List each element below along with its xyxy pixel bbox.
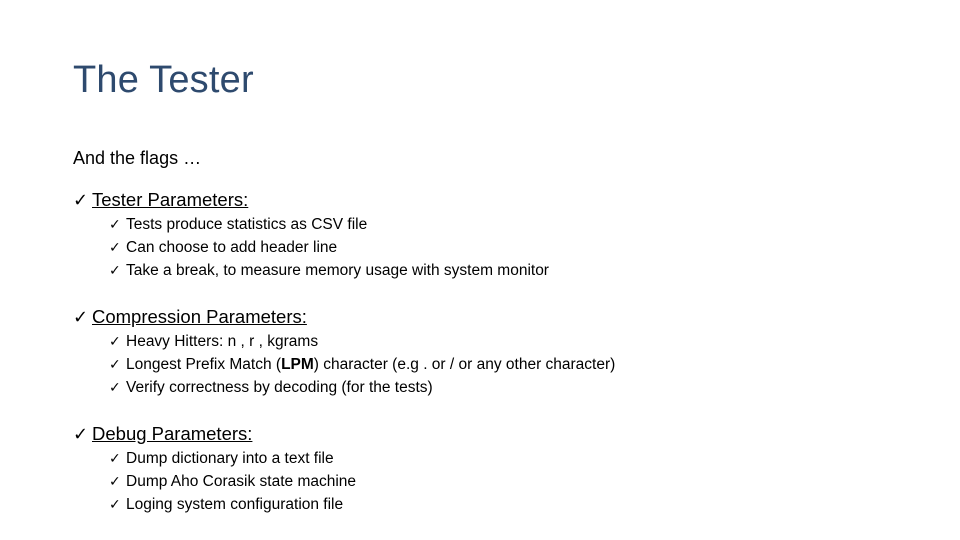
list-item bbox=[109, 376, 933, 399]
list-item-text: Take a break, to measure memory usage with system monitor bbox=[126, 262, 549, 279]
list-item-text: Dump dictionary into a text file bbox=[126, 450, 334, 467]
list-item-text-bold: LPM bbox=[281, 356, 314, 373]
check-icon: ✓ bbox=[109, 216, 121, 232]
section-heading bbox=[73, 304, 933, 330]
check-icon: ✓ bbox=[109, 262, 121, 278]
list-item bbox=[109, 330, 933, 353]
check-icon: ✓ bbox=[109, 450, 121, 466]
list-item bbox=[109, 447, 933, 470]
list-item-text: Can choose to add header line bbox=[126, 239, 338, 256]
section-heading bbox=[73, 421, 933, 447]
section-heading-label: Compression Parameters: bbox=[92, 306, 307, 327]
list-item-text: Heavy Hitters: n , r , kgrams bbox=[126, 333, 319, 350]
list-item bbox=[109, 259, 933, 282]
list-item bbox=[109, 213, 933, 236]
check-icon: ✓ bbox=[109, 379, 121, 395]
list-item-text-after: ) character (e.g . or / or any other character) bbox=[313, 356, 616, 373]
check-icon: ✓ bbox=[109, 239, 121, 255]
section-debug-parameters bbox=[73, 421, 933, 516]
check-icon: ✓ bbox=[109, 333, 121, 349]
section-heading-label: Tester Parameters: bbox=[92, 189, 249, 210]
section-tester-parameters bbox=[73, 187, 933, 282]
check-icon: ✓ bbox=[73, 307, 89, 327]
check-icon: ✓ bbox=[109, 473, 121, 489]
list-item-text: Tests produce statistics as CSV file bbox=[126, 216, 368, 233]
section-compression-parameters bbox=[73, 304, 933, 399]
section-heading bbox=[73, 187, 933, 213]
list-item-text: Dump Aho Corasik state machine bbox=[126, 473, 357, 490]
section-items bbox=[73, 447, 933, 516]
list-item bbox=[109, 493, 933, 516]
check-icon: ✓ bbox=[109, 496, 121, 512]
slide-title: The Tester bbox=[73, 59, 254, 101]
section-heading-label: Debug Parameters: bbox=[92, 423, 253, 444]
check-icon: ✓ bbox=[109, 356, 121, 372]
check-icon: ✓ bbox=[73, 424, 89, 444]
list-item-text-before: Longest Prefix Match ( bbox=[126, 356, 282, 373]
list-item bbox=[109, 470, 933, 493]
list-item bbox=[109, 353, 933, 376]
section-items bbox=[73, 213, 933, 282]
intro-text: And the flags … bbox=[73, 148, 202, 168]
check-icon: ✓ bbox=[73, 190, 89, 210]
list-item-text: Verify correctness by decoding (for the tests) bbox=[126, 379, 433, 396]
list-item-text: Loging system configuration file bbox=[126, 496, 344, 513]
section-items bbox=[73, 330, 933, 399]
list-item bbox=[109, 236, 933, 259]
